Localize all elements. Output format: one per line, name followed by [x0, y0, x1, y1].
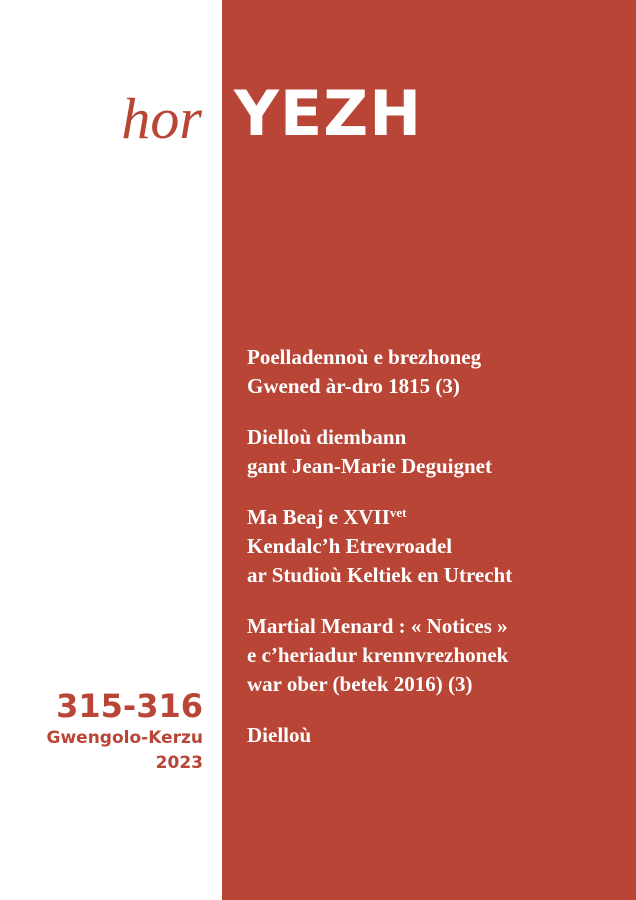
masthead-prefix: hor	[121, 86, 202, 151]
article-entry	[247, 343, 632, 401]
article-entry	[247, 721, 632, 750]
article-entry	[247, 612, 632, 699]
article-title-line: Dielloù diembann	[247, 425, 407, 449]
article-title-line: Dielloù	[247, 723, 312, 747]
issue-year: 2023	[155, 753, 203, 773]
article-title-line	[247, 503, 632, 532]
left-panel	[0, 0, 222, 900]
article-title-line: war ober (betek 2016) (3)	[247, 672, 473, 696]
article-title-line: e c’heriadur krennvrezhonek	[247, 643, 509, 667]
article-entry	[247, 503, 632, 590]
right-panel	[222, 0, 636, 900]
article-title-line: gant Jean-Marie Deguignet	[247, 454, 492, 478]
article-title-line: Gwened àr-dro 1815 (3)	[247, 374, 460, 398]
ordinal-superscript: vet	[389, 505, 407, 520]
article-title-line: ar Studioù Keltiek en Utrecht	[247, 563, 513, 587]
issue-info	[47, 686, 204, 776]
article-title-text: Ma Beaj e XVII	[247, 505, 390, 529]
article-entry	[247, 423, 632, 481]
issue-number: 315-316	[56, 687, 203, 725]
masthead-name: YEZH	[234, 77, 423, 150]
article-title-line: Poelladennoù e brezhoneg	[247, 345, 482, 369]
table-of-contents	[247, 343, 632, 772]
issue-months: Gwengolo-Kerzu	[46, 728, 203, 748]
article-title-line: Kendalc’h Etrevroadel	[247, 534, 453, 558]
article-title-line: Martial Menard : « Notices »	[247, 614, 508, 638]
